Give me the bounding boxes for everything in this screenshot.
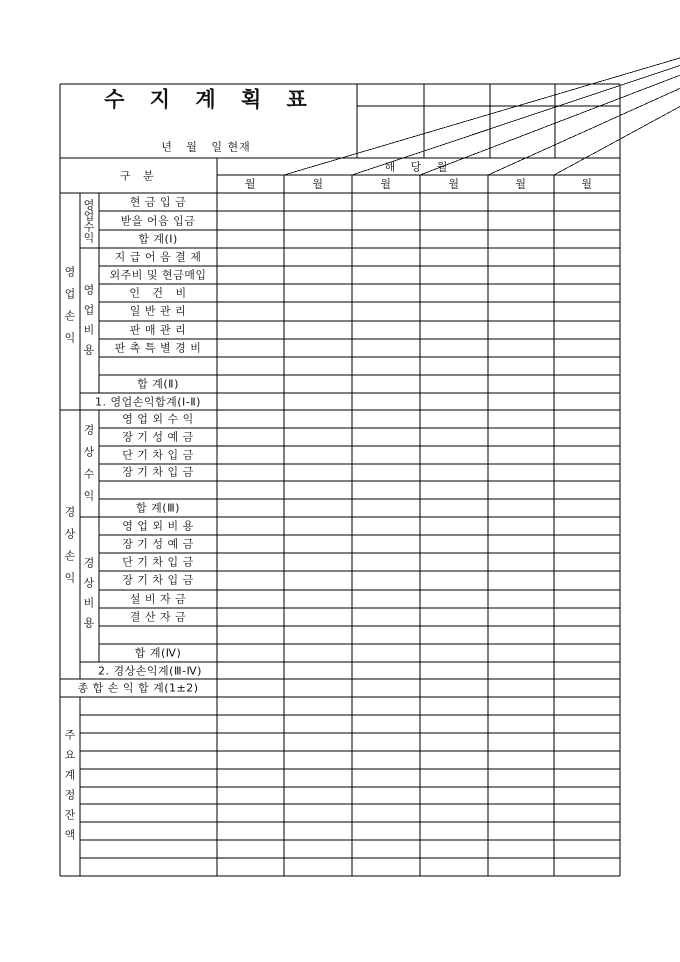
ordinary-expense-item: 설 비 자 금 xyxy=(129,592,187,606)
ordinary-outer-label: 손 xyxy=(64,549,76,563)
ordinary-outer-label: 상 xyxy=(64,527,76,541)
ordinary-revenue-item: 장 기 성 예 금 xyxy=(122,430,194,444)
operating-revenue-label: 수 xyxy=(83,220,95,233)
operating-expense-item: 외주비 및 현금매입 xyxy=(109,268,207,282)
balances-label: 정 xyxy=(64,788,76,802)
operating-expense-item: 일 반 관 리 xyxy=(129,304,187,318)
ordinary-expense-label: 비 xyxy=(83,596,95,609)
operating-revenue-label: 영 xyxy=(83,198,95,211)
ordinary-revenue-item: 영 업 외 수 익 xyxy=(122,412,194,426)
ordinary-expense-label: 경 xyxy=(83,556,95,569)
operating-expense-label: 영 xyxy=(83,283,95,297)
ordinary-expense-label: 상 xyxy=(83,576,95,589)
ordinary-expense-item: 장 기 성 예 금 xyxy=(122,537,194,551)
grid-line xyxy=(554,0,680,175)
operating-expense-item: 합 계(Ⅱ) xyxy=(137,377,179,391)
date-line: 년 월 일 현재 xyxy=(161,140,251,154)
month-label: 월 xyxy=(581,177,593,191)
month-label: 월 xyxy=(448,177,460,191)
ordinary-revenue-label: 익 xyxy=(83,489,95,502)
month-label: 월 xyxy=(515,177,527,191)
grid-line xyxy=(420,0,680,175)
operating-expense-label: 용 xyxy=(83,343,95,357)
operating-outer-label: 영 xyxy=(64,265,76,279)
ordinary-outer-label: 익 xyxy=(64,571,76,585)
operating-expense-item: 인 건 비 xyxy=(129,286,187,300)
period-header: 해 당 월 xyxy=(384,160,454,174)
ordinary-expense-item: 결 산 자 금 xyxy=(129,610,187,624)
operating-outer-label: 업 xyxy=(64,287,76,301)
ordinary-outer-label: 경 xyxy=(64,505,76,519)
balances-label: 액 xyxy=(64,828,76,842)
operating-expense-label: 업 xyxy=(83,303,95,317)
month-label: 월 xyxy=(380,177,392,191)
balances-label: 잔 xyxy=(64,808,76,822)
ordinary-total: 2. 경상손익계(Ⅲ-Ⅳ) xyxy=(98,664,202,677)
ordinary-expense-item: 단 기 차 입 금 xyxy=(122,555,194,569)
balances-label: 계 xyxy=(64,768,76,782)
grid-line xyxy=(488,0,680,175)
operating-revenue-label: 익 xyxy=(83,231,95,244)
ordinary-revenue-item: 장 기 차 입 금 xyxy=(122,465,194,479)
balances-label: 요 xyxy=(64,748,76,762)
grid-line xyxy=(352,0,680,175)
month-label: 월 xyxy=(244,177,257,191)
ordinary-revenue-item: 단 기 차 입 금 xyxy=(122,448,194,462)
grand-total: 종 합 손 익 합 계(1±2) xyxy=(77,681,199,695)
operating-revenue-item: 받을 어음 입금 xyxy=(120,214,196,227)
page-title: 수 지 계 획 표 xyxy=(104,86,316,112)
month-label: 월 xyxy=(312,177,324,191)
ordinary-revenue-label: 상 xyxy=(83,445,95,458)
ordinary-expense-item: 장 기 차 입 금 xyxy=(122,573,194,587)
ordinary-revenue-item: 합 계(Ⅲ) xyxy=(136,501,180,515)
operating-outer-label: 손 xyxy=(64,309,76,323)
ordinary-expense-label: 용 xyxy=(83,616,95,629)
operating-revenue-item: 현 금 입 금 xyxy=(129,195,187,209)
category-header: 구 분 xyxy=(119,169,155,183)
balances-label: 주 xyxy=(64,728,76,742)
ordinary-revenue-label: 수 xyxy=(83,467,95,480)
ordinary-revenue-label: 경 xyxy=(83,423,95,436)
operating-total: 1. 영업손익합계(Ⅰ-Ⅱ) xyxy=(95,395,201,408)
operating-revenue-item: 합 계(Ⅰ) xyxy=(138,232,178,246)
ordinary-expense-item: 영 업 외 비 용 xyxy=(122,519,194,533)
operating-expense-item: 판 매 관 리 xyxy=(129,323,187,337)
operating-expense-item: 지 급 어 음 결 제 xyxy=(114,250,202,264)
operating-outer-label: 익 xyxy=(64,331,76,345)
operating-revenue-label: 업 xyxy=(83,209,95,222)
ordinary-expense-item: 합 계(Ⅳ) xyxy=(134,646,182,660)
operating-expense-label: 비 xyxy=(83,323,95,337)
operating-expense-item: 판 촉 특 별 경 비 xyxy=(114,341,202,355)
